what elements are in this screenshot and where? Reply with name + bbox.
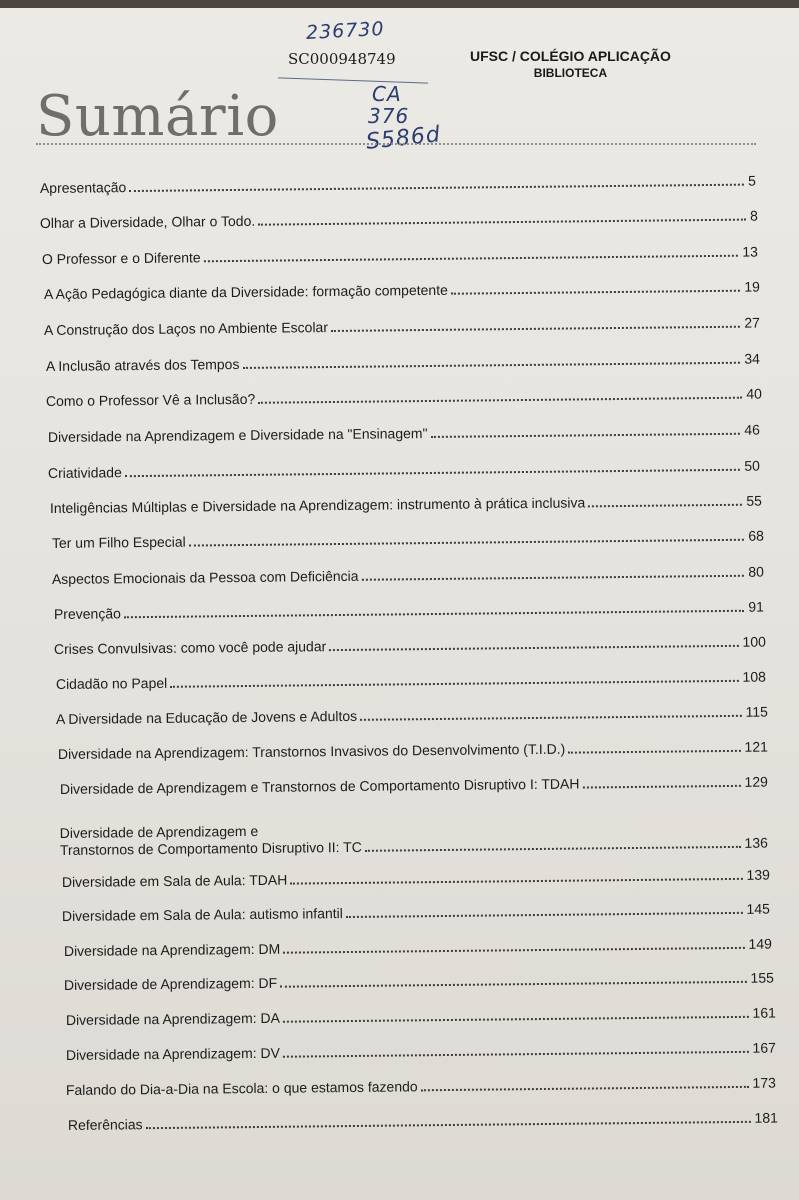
- dot-leader: [582, 785, 740, 789]
- toc-entry-page: 55: [746, 492, 762, 509]
- call-number-line2: 376: [368, 104, 410, 128]
- toc-entry: [54, 599, 764, 623]
- dot-leader: [124, 610, 744, 618]
- toc-entry-title: Diversidade na Aprendizagem: Transtornos Invasivos do Desenvolvimento (T.I.D.): [57, 740, 566, 763]
- page-title: Sumário: [36, 84, 279, 149]
- call-number-line1: CA: [372, 82, 402, 106]
- toc-entry: [42, 244, 758, 268]
- toc-entry: [62, 901, 770, 925]
- toc-entry: [64, 936, 772, 960]
- toc-entry-title-line1: Diversidade de Aprendizagem e: [59, 822, 259, 842]
- toc-entry-page: 121: [744, 738, 768, 755]
- toc-entry-title: Cidadão no Papel: [55, 674, 168, 693]
- toc-entry-page: 91: [748, 598, 764, 615]
- toc-entry-page: 46: [744, 421, 760, 438]
- toc-entry-title: Diversidade em Sala de Aula: TDAH: [61, 871, 288, 891]
- toc-entry-title: Referências: [67, 1116, 143, 1133]
- dot-leader: [129, 184, 744, 192]
- toc-entry-page: 167: [752, 1039, 776, 1056]
- toc-entry-title: Diversidade na Aprendizagem: DA: [65, 1009, 280, 1028]
- stamp-code: SC000948749: [288, 50, 396, 68]
- toc-entry-page: 145: [746, 900, 770, 917]
- dot-leader: [146, 1121, 751, 1129]
- dot-leader: [360, 715, 741, 721]
- toc-entry: [52, 564, 764, 588]
- dot-leader: [283, 1016, 749, 1023]
- toc-entry: [52, 528, 764, 552]
- dot-leader: [189, 539, 745, 547]
- dot-leader: [258, 219, 746, 226]
- dot-leader: [588, 504, 742, 508]
- toc-entry-title: Criatividade: [47, 464, 122, 482]
- toc-entry-page: 40: [746, 385, 762, 402]
- toc-entry: [44, 279, 760, 303]
- toc-entry: [40, 173, 756, 197]
- toc-entry-title: Falando do Dia-a-Dia na Escola: o que estamos fazendo: [65, 1078, 418, 1098]
- dot-leader: [451, 290, 740, 295]
- toc-entry-page: 13: [742, 243, 758, 260]
- call-number-line3: S586d: [364, 122, 443, 155]
- toc-entry: [48, 422, 760, 446]
- table-of-contents: [0, 8, 799, 1200]
- toc-entry-title: Diversidade na Aprendizagem: DV: [65, 1044, 280, 1063]
- book-page: [0, 8, 799, 1200]
- toc-entry-page: 155: [750, 969, 774, 986]
- toc-entry-page: 19: [744, 278, 760, 295]
- toc-entry-title: Como o Professor Vê a Inclusão?: [45, 390, 256, 410]
- toc-entry-page: 8: [749, 207, 758, 224]
- toc-entry: [56, 669, 766, 693]
- toc-entry-page: 27: [744, 314, 760, 331]
- toc-entry: [68, 1110, 778, 1134]
- dot-leader: [125, 469, 740, 477]
- dot-leader: [346, 912, 743, 918]
- dot-leader: [280, 981, 746, 988]
- toc-entry-title: Aspectos Emocionais da Pessoa com Deficiência: [51, 567, 359, 588]
- toc-entry-page: 173: [752, 1074, 776, 1091]
- toc-entry-title: Crises Convulsivas: como você pode ajudar: [53, 638, 327, 658]
- toc-entry-page: 68: [748, 527, 764, 544]
- toc-entry: [46, 351, 760, 375]
- toc-entry: [60, 818, 768, 859]
- toc-entry: [66, 1075, 776, 1099]
- toc-entry-title: [60, 822, 365, 859]
- handwritten-number: 236730: [305, 17, 386, 45]
- toc-entry-page: 108: [742, 668, 766, 685]
- toc-entry: [48, 458, 760, 482]
- dot-leader: [283, 1051, 749, 1058]
- toc-entry: [60, 774, 768, 798]
- library-line2: BIBLIOTECA: [533, 66, 608, 80]
- toc-entry-title: Diversidade na Aprendizagem: DM: [63, 940, 281, 960]
- dot-leader: [568, 750, 740, 754]
- dot-leader: [362, 575, 745, 581]
- dot-leader: [258, 397, 742, 404]
- dot-leader: [329, 645, 738, 651]
- toc-entry: [54, 634, 766, 658]
- dot-leader: [290, 878, 742, 885]
- toc-entry-page: 129: [744, 773, 768, 790]
- toc-entry-page: 5: [747, 172, 756, 189]
- toc-entry-page: 181: [754, 1109, 778, 1126]
- toc-entry: [62, 867, 770, 891]
- toc-entry-page: 34: [744, 350, 760, 367]
- dot-leader: [421, 1086, 749, 1091]
- toc-entry-page: 139: [746, 866, 770, 883]
- dot-leader: [283, 947, 744, 954]
- toc-entry: [46, 386, 762, 410]
- toc-entry-page: 80: [748, 563, 764, 580]
- toc-entry-page: 100: [742, 633, 766, 650]
- toc-entry: [58, 739, 768, 763]
- dot-leader: [242, 362, 740, 369]
- dot-leader: [170, 680, 738, 688]
- dot-leader: [331, 326, 740, 332]
- library-line1: UFSC / COLÉGIO APLICAÇÃO: [470, 48, 671, 64]
- toc-entry-title: Apresentação: [39, 179, 127, 197]
- toc-entry-title: Ter um Filho Especial: [51, 533, 186, 552]
- toc-entry-title: A Ação Pedagógica diante da Diversidade: formação competente: [43, 281, 448, 303]
- dot-leader: [431, 433, 741, 438]
- toc-entry-title: Diversidade na Aprendizagem e Diversidade na "Ensinagem": [47, 425, 428, 446]
- toc-entry-title: A Inclusão através dos Tempos: [45, 355, 240, 375]
- toc-entry-title: Prevenção: [53, 605, 121, 623]
- toc-entry-title: Diversidade em Sala de Aula: autismo infantil: [61, 905, 343, 925]
- toc-entry-title: Diversidade de Aprendizagem: DF: [63, 974, 278, 994]
- toc-entry-title: Diversidade de Aprendizagem e Transtornos de Comportamento Disruptivo I: TDAH: [59, 775, 580, 798]
- toc-entry: [56, 704, 768, 728]
- toc-entry-page: 136: [744, 834, 768, 851]
- dot-leader: [204, 255, 739, 263]
- toc-entry: [50, 493, 762, 517]
- toc-entry: [44, 315, 760, 339]
- toc-entry-title: A Diversidade na Educação de Jovens e Adultos: [55, 707, 358, 728]
- toc-entry-title-line2: Transtornos de Comportamento Disruptivo II: TC: [59, 838, 362, 859]
- toc-entry-title: A Construção dos Laços no Ambiente Escolar: [43, 319, 329, 339]
- toc-entry-page: 149: [748, 935, 772, 952]
- toc-entry-page: 50: [744, 457, 760, 474]
- toc-entry: [40, 207, 758, 232]
- toc-entry-title: O Professor e o Diferente: [41, 249, 201, 268]
- toc-entry: [64, 970, 774, 994]
- dot-leader: [365, 846, 741, 852]
- toc-entry-page: 115: [745, 703, 768, 720]
- toc-entry-title: Olhar a Diversidade, Olhar o Todo.: [39, 212, 256, 232]
- toc-entry: [66, 1040, 776, 1064]
- toc-entry-title: Inteligências Múltiplas e Diversidade na Aprendizagem: instrumento à prática inclusiva: [49, 494, 586, 517]
- toc-entry-page: 161: [752, 1004, 776, 1021]
- toc-entry: [66, 1005, 776, 1029]
